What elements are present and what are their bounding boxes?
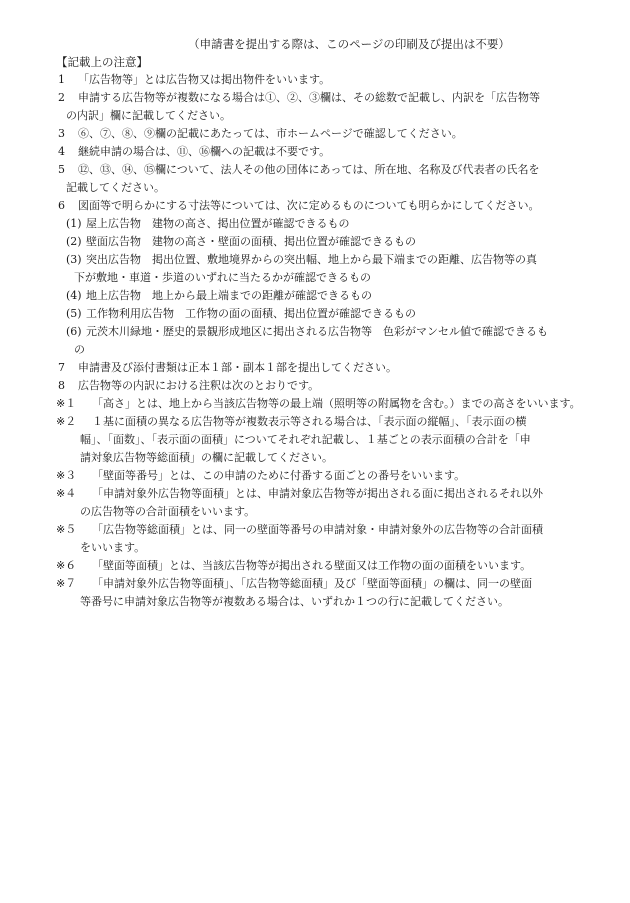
- list-item-number: 7: [58, 361, 65, 374]
- sub-list-item: [58, 287, 600, 305]
- sub-list-item: [58, 215, 600, 233]
- list-item: [58, 143, 600, 161]
- note-item-text: １基に面積の異なる広告物等が複数表示等される場合は、「表示面の縦幅」、「表示面の横: [92, 415, 527, 428]
- note-item-text: 「高さ」とは、地上から当該広告物等の最上端（照明等の附属物を含む。）までの高さをいいます。: [92, 397, 581, 410]
- list-item-text: の内訳」欄に記載してください。: [66, 109, 231, 122]
- sub-list-item-text: 屋上広告物 建物の高さ、掲出位置が確認できるもの: [86, 217, 350, 230]
- list-item-number: 8: [58, 379, 65, 392]
- sub-list-item-number: (2): [66, 235, 82, 248]
- list-item: [58, 197, 600, 215]
- list-item-text: 申請書及び添付書類は正本１部・副本１部を提出してください。: [78, 361, 397, 374]
- sub-list-item-number: (4): [66, 289, 82, 302]
- note-item-number: ※３: [56, 469, 77, 482]
- sub-list-item-number: (1): [66, 217, 82, 230]
- sub-list-item: [58, 233, 600, 251]
- list-item-number: 4: [58, 145, 65, 158]
- list-item-number: 2: [58, 91, 65, 104]
- sub-list-item-number: (5): [66, 307, 82, 320]
- sub-list-item-text: 突出広告物 掲出位置、敷地境界からの突出幅、地上から最下端までの距離、広告物等の真: [86, 253, 537, 266]
- note-item: [56, 413, 600, 467]
- note-item-number: ※４: [56, 487, 77, 500]
- note-item: [56, 521, 600, 557]
- note-item-text: の広告物等の合計面積をいいます。: [80, 505, 256, 518]
- sub-list-item-text: 元茨木川緑地・歴史的景観形成地区に掲出される広告物等 色彩がマンセル値で確認できるも: [86, 325, 548, 338]
- sub-list-item: [58, 323, 600, 359]
- note-item-text: 「申請対象外広告物等面積」、「広告物等総面積」及び「壁面等面積」の欄は、同一の壁面: [92, 577, 532, 590]
- list-item-text: ⑫、⑬、⑭、⑮欄について、法人その他の団体にあっては、所在地、名称及び代表者の氏名を: [78, 163, 540, 176]
- note-item-text: 「壁面等面積」とは、当該広告物等が掲出される壁面又は工作物の面の面積をいいます。: [92, 559, 532, 572]
- note-item-text: 「広告物等総面積」とは、同一の壁面等番号の申請対象・申請対象外の広告物等の合計面積: [92, 523, 543, 536]
- notes-list: [58, 395, 600, 611]
- note-item-text: 「壁面等番号」とは、この申請のために付番する面ごとの番号をいいます。: [92, 469, 466, 482]
- sub-list-item-number: (3): [66, 253, 82, 266]
- note-item-text: 請対象広告物等総面積」の欄に記載してください。: [80, 451, 333, 464]
- note-item-number: ※２: [56, 415, 77, 428]
- note-item-text: 等番号に申請対象広告物等が複数ある場合は、いずれか１つの行に記載してください。: [80, 595, 509, 608]
- list-item: [58, 377, 600, 395]
- note-item-number: ※７: [56, 577, 77, 590]
- note-item-text: 「申請対象外広告物等面積」とは、申請対象広告物等が掲出される面に掲出されるそれ以外: [92, 487, 543, 500]
- sub-list-item: [58, 251, 600, 287]
- sub-list-item: [58, 305, 600, 323]
- sub-list: [58, 215, 600, 359]
- numbered-list: [58, 71, 600, 215]
- list-item-number: 6: [58, 199, 65, 212]
- list-item: [58, 71, 600, 89]
- list-item: [58, 359, 600, 377]
- list-item: [58, 161, 600, 197]
- note-item-text: をいいます。: [80, 541, 146, 554]
- list-item-text: 図面等で明らかにする寸法等については、次に定めるものについても明らかにしてください。: [78, 199, 540, 212]
- list-item-number: 1: [58, 73, 65, 86]
- list-item-text: 記載してください。: [66, 181, 165, 194]
- list-item-text: 申請する広告物等が複数になる場合は①、②、③欄は、その総数で記載し、内訳を「広告物等: [78, 91, 540, 104]
- list-item: [58, 89, 600, 125]
- list-item-text: 継続申請の場合は、⑪、⑯欄への記載は不要です。: [78, 145, 331, 158]
- sub-list-item-text: の: [74, 343, 85, 356]
- numbered-list-continued: [58, 359, 600, 395]
- note-item: [56, 467, 600, 485]
- list-item-text: ⑥、⑦、⑧、⑨欄の記載にあたっては、市ホームページで確認してください。: [78, 127, 463, 140]
- note-item-number: ※１: [56, 397, 77, 410]
- sub-list-item-number: (6): [66, 325, 82, 338]
- sub-list-item-text: 工作物利用広告物 工作物の面の面積、掲出位置が確認できるもの: [86, 307, 416, 320]
- sub-list-item-text: 地上広告物 地上から最上端までの距離が確認できるもの: [86, 289, 372, 302]
- note-item: [56, 485, 600, 521]
- list-item: [58, 125, 600, 143]
- header-note: （申請書を提出する際は、このページの印刷及び提出は不要）: [188, 37, 510, 51]
- section-title: 【記載上の注意】: [56, 55, 148, 69]
- note-item: [56, 575, 600, 611]
- note-item: [56, 395, 600, 413]
- note-item-number: ※５: [56, 523, 77, 536]
- list-item-number: 5: [58, 163, 65, 176]
- sub-list-item-text: 壁面広告物 建物の高さ・壁面の面積、掲出位置が確認できるもの: [86, 235, 416, 248]
- list-item-text: 広告物等の内訳における注釈は次のとおりです。: [78, 379, 320, 392]
- note-item: [56, 557, 600, 575]
- sub-list-item-text: 下が敷地・車道・歩道のいずれに当たるかが確認できるもの: [74, 271, 371, 284]
- note-item-text: 幅」、「面数」、「表示面の面積」についてそれぞれ記載し、１基ごとの表示面積の合計を「申: [80, 433, 531, 446]
- list-item-text: 「広告物等」とは広告物又は掲出物件をいいます。: [78, 73, 331, 86]
- list-item-number: 3: [58, 127, 65, 140]
- note-item-number: ※６: [56, 559, 77, 572]
